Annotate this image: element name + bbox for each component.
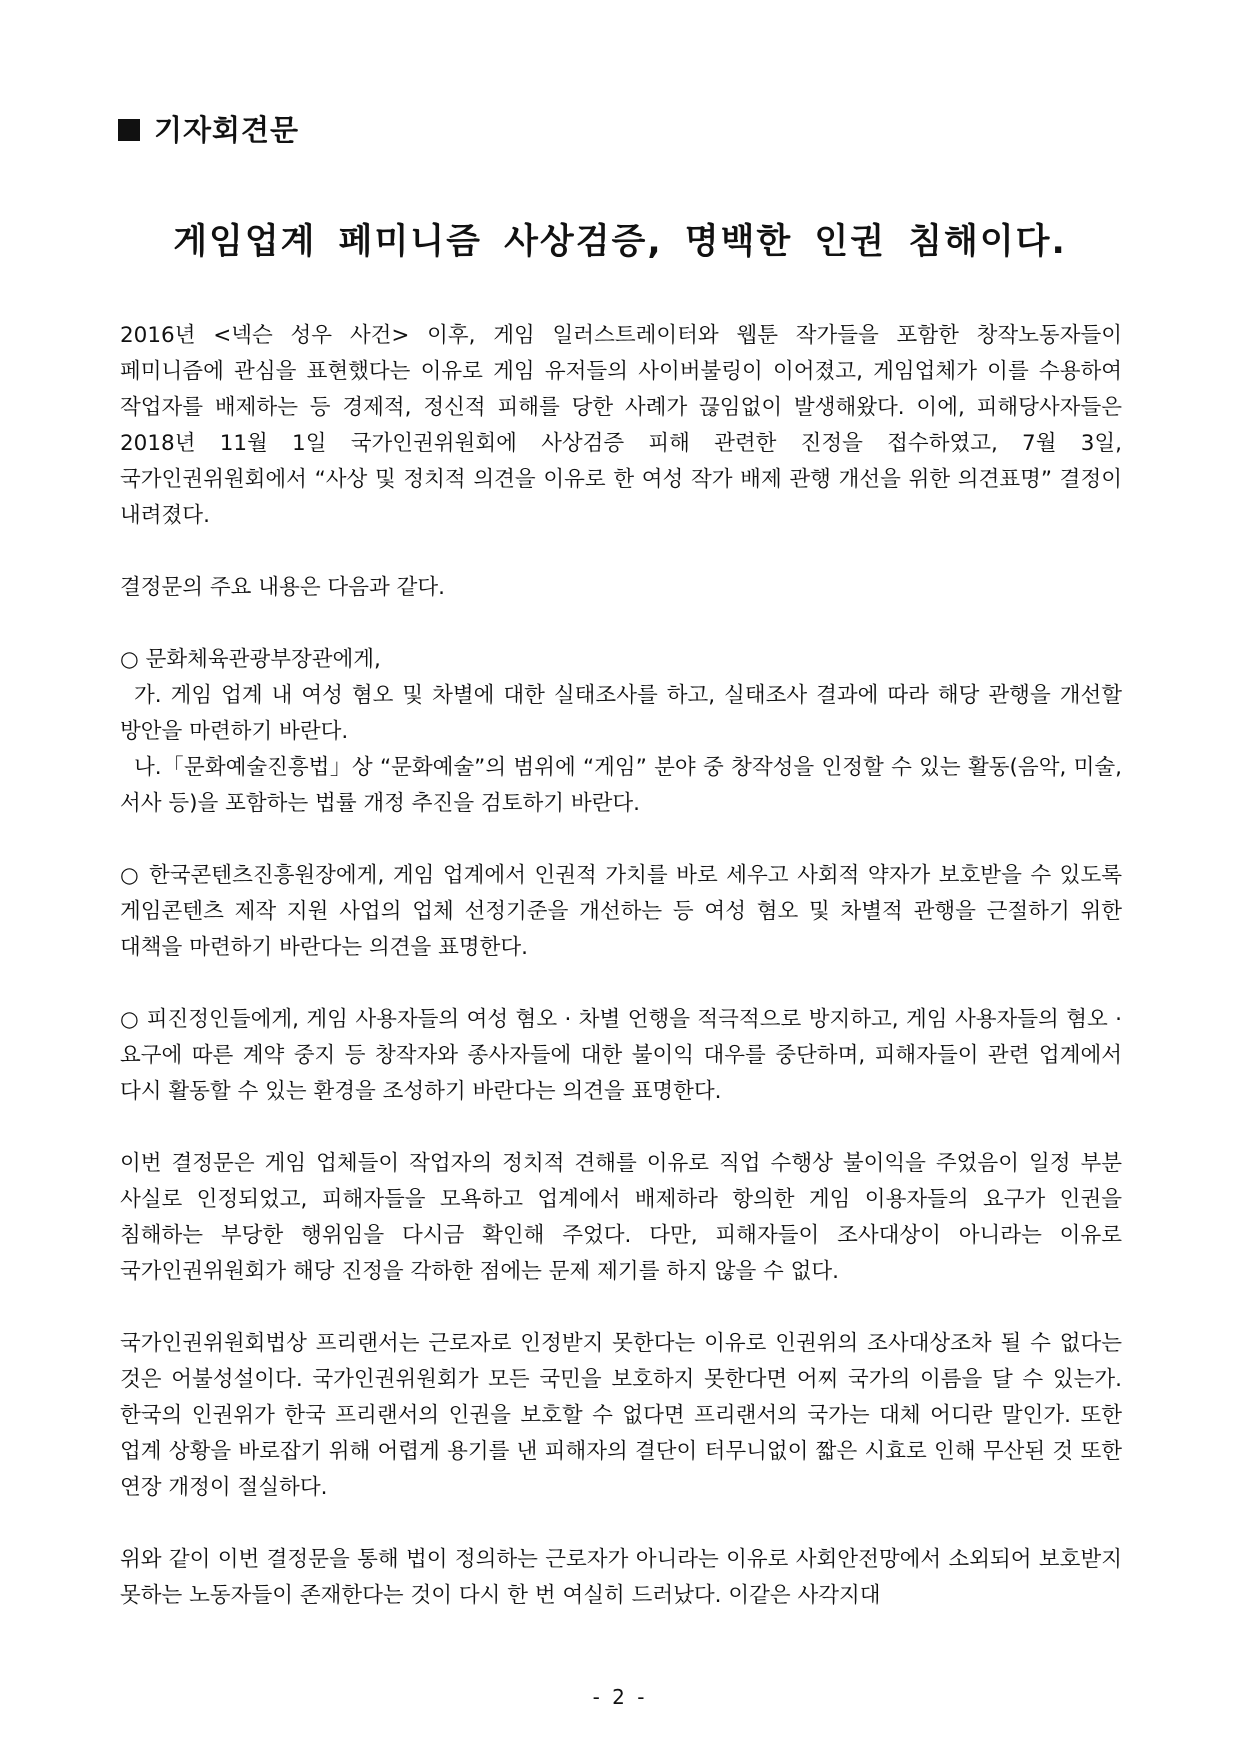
paragraph-conclusion: 위와 같이 이번 결정문을 통해 법이 정의하는 근로자가 아니라는 이유로 사회안전망에서 소외되어 보호받지 못하는 노동자들이 존재한다는 것이 다시 한 번 여실히 드러났다. 이같은 사각지대	[120, 1547, 1122, 1608]
section-label-text: 기자회견문	[154, 113, 300, 147]
paragraph-freelancer-critique: 국가인권위원회법상 프리랜서는 근로자로 인정받지 못한다는 이유로 인권위의 조사대상조차 될 수 없다는 것은 어불성설이다. 국가인권위원회가 모든 국민을 보호하지 못한다면 어찌 국가의 이름을 달 수 있는가. 한국의 인권위가 한국 프리랜서의 인권을 보호할 수 없다면 프리랜서의 국가는 대체 어디란 말인가. 또한 업계 상황을 바로잡기 위해 어렵게 용기를 낸 피해자의 결단이 터무니없이 짧은 시효로 인해 무산된 것 또한 연장 개정이 절실하다.	[120, 1331, 1122, 1500]
recommendation-ministry-heading: ○ 문화체육관광부장관에게,	[120, 647, 381, 672]
paragraph-decision-analysis: 이번 결정문은 게임 업체들이 작업자의 정치적 견해를 이유로 직업 수행상 불이익을 주었음이 일정 부분 사실로 인정되었고, 피해자들을 모욕하고 업계에서 배제하라 항의한 게임 이용자들의 요구가 인권을 침해하는 부당한 행위임을 다시금 확인해 주었다. 다만, 피해자들이 조사대상이 아니라는 이유로 국가인권위원회가 해당 진정을 각하한 점에는 문제 제기를 하지 않을 수 없다.	[120, 1151, 1122, 1284]
recommendation-kocca: ○ 한국콘텐츠진흥원장에게, 게임 업계에서 인권적 가치를 바로 세우고 사회적 약자가 보호받을 수 있도록 게임콘텐츠 제작 지원 사업의 업체 선정기준을 개선하는 등 여성 혐오 및 차별적 관행을 근절하기 위한 대책을 마련하기 바란다는 의견을 표명한다.	[120, 863, 1122, 960]
recommendation-respondents: ○ 피진정인들에게, 게임 사용자들의 여성 혐오 · 차별 언행을 적극적으로 방지하고, 게임 사용자들의 혐오 · 요구에 따른 계약 중지 등 창작자와 종사자들에 대한 불이익 대우를 중단하며, 피해자들이 관련 업계에서 다시 활동할 수 있는 환경을 조성하기 바란다는 의견을 표명한다.	[120, 1007, 1122, 1104]
paragraph-decision-summary: 결정문의 주요 내용은 다음과 같다.	[120, 575, 445, 600]
recommendation-item-na: 나.「문화예술진흥법」상 “문화예술”의 범위에 “게임” 분야 중 창작성을 인정할 수 있는 활동(음악, 미술, 서사 등)을 포함하는 법률 개정 추진을 검토하기 바란다.	[120, 755, 1122, 816]
page-number: - 2 -	[592, 1685, 648, 1709]
document-body	[120, 318, 1122, 1614]
document-title: 게임업계 페미니즘 사상검증, 명백한 인권 침해이다.	[173, 222, 1067, 262]
paragraph-intro: 2016년 <넥슨 성우 사건> 이후, 게임 일러스트레이터와 웹툰 작가들을 포함한 창작노동자들이 페미니즘에 관심을 표현했다는 이유로 게임 유저들의 사이버불링이 이어졌고, 게임업체가 이를 수용하여 작업자를 배제하는 등 경제적, 정신적 피해를 당한 사례가 끊임없이 발생해왔다. 이에, 피해당사자들은 2018년 11월 1일 국가인권위원회에 사상검증 피해 관련한 진정을 접수하였고, 7월 3일, 국가인권위원회에서 “사상 및 정치적 의견을 이유로 한 여성 작가 배제 관행 개선을 위한 의견표명” 결정이 내려졌다.	[120, 323, 1122, 528]
section-label	[118, 108, 299, 149]
black-square-icon	[118, 119, 140, 141]
recommendation-item-ga: 가. 게임 업계 내 여성 혐오 및 차별에 대한 실태조사를 하고, 실태조사 결과에 따라 해당 관행을 개선할 방안을 마련하기 바란다.	[120, 683, 1122, 744]
